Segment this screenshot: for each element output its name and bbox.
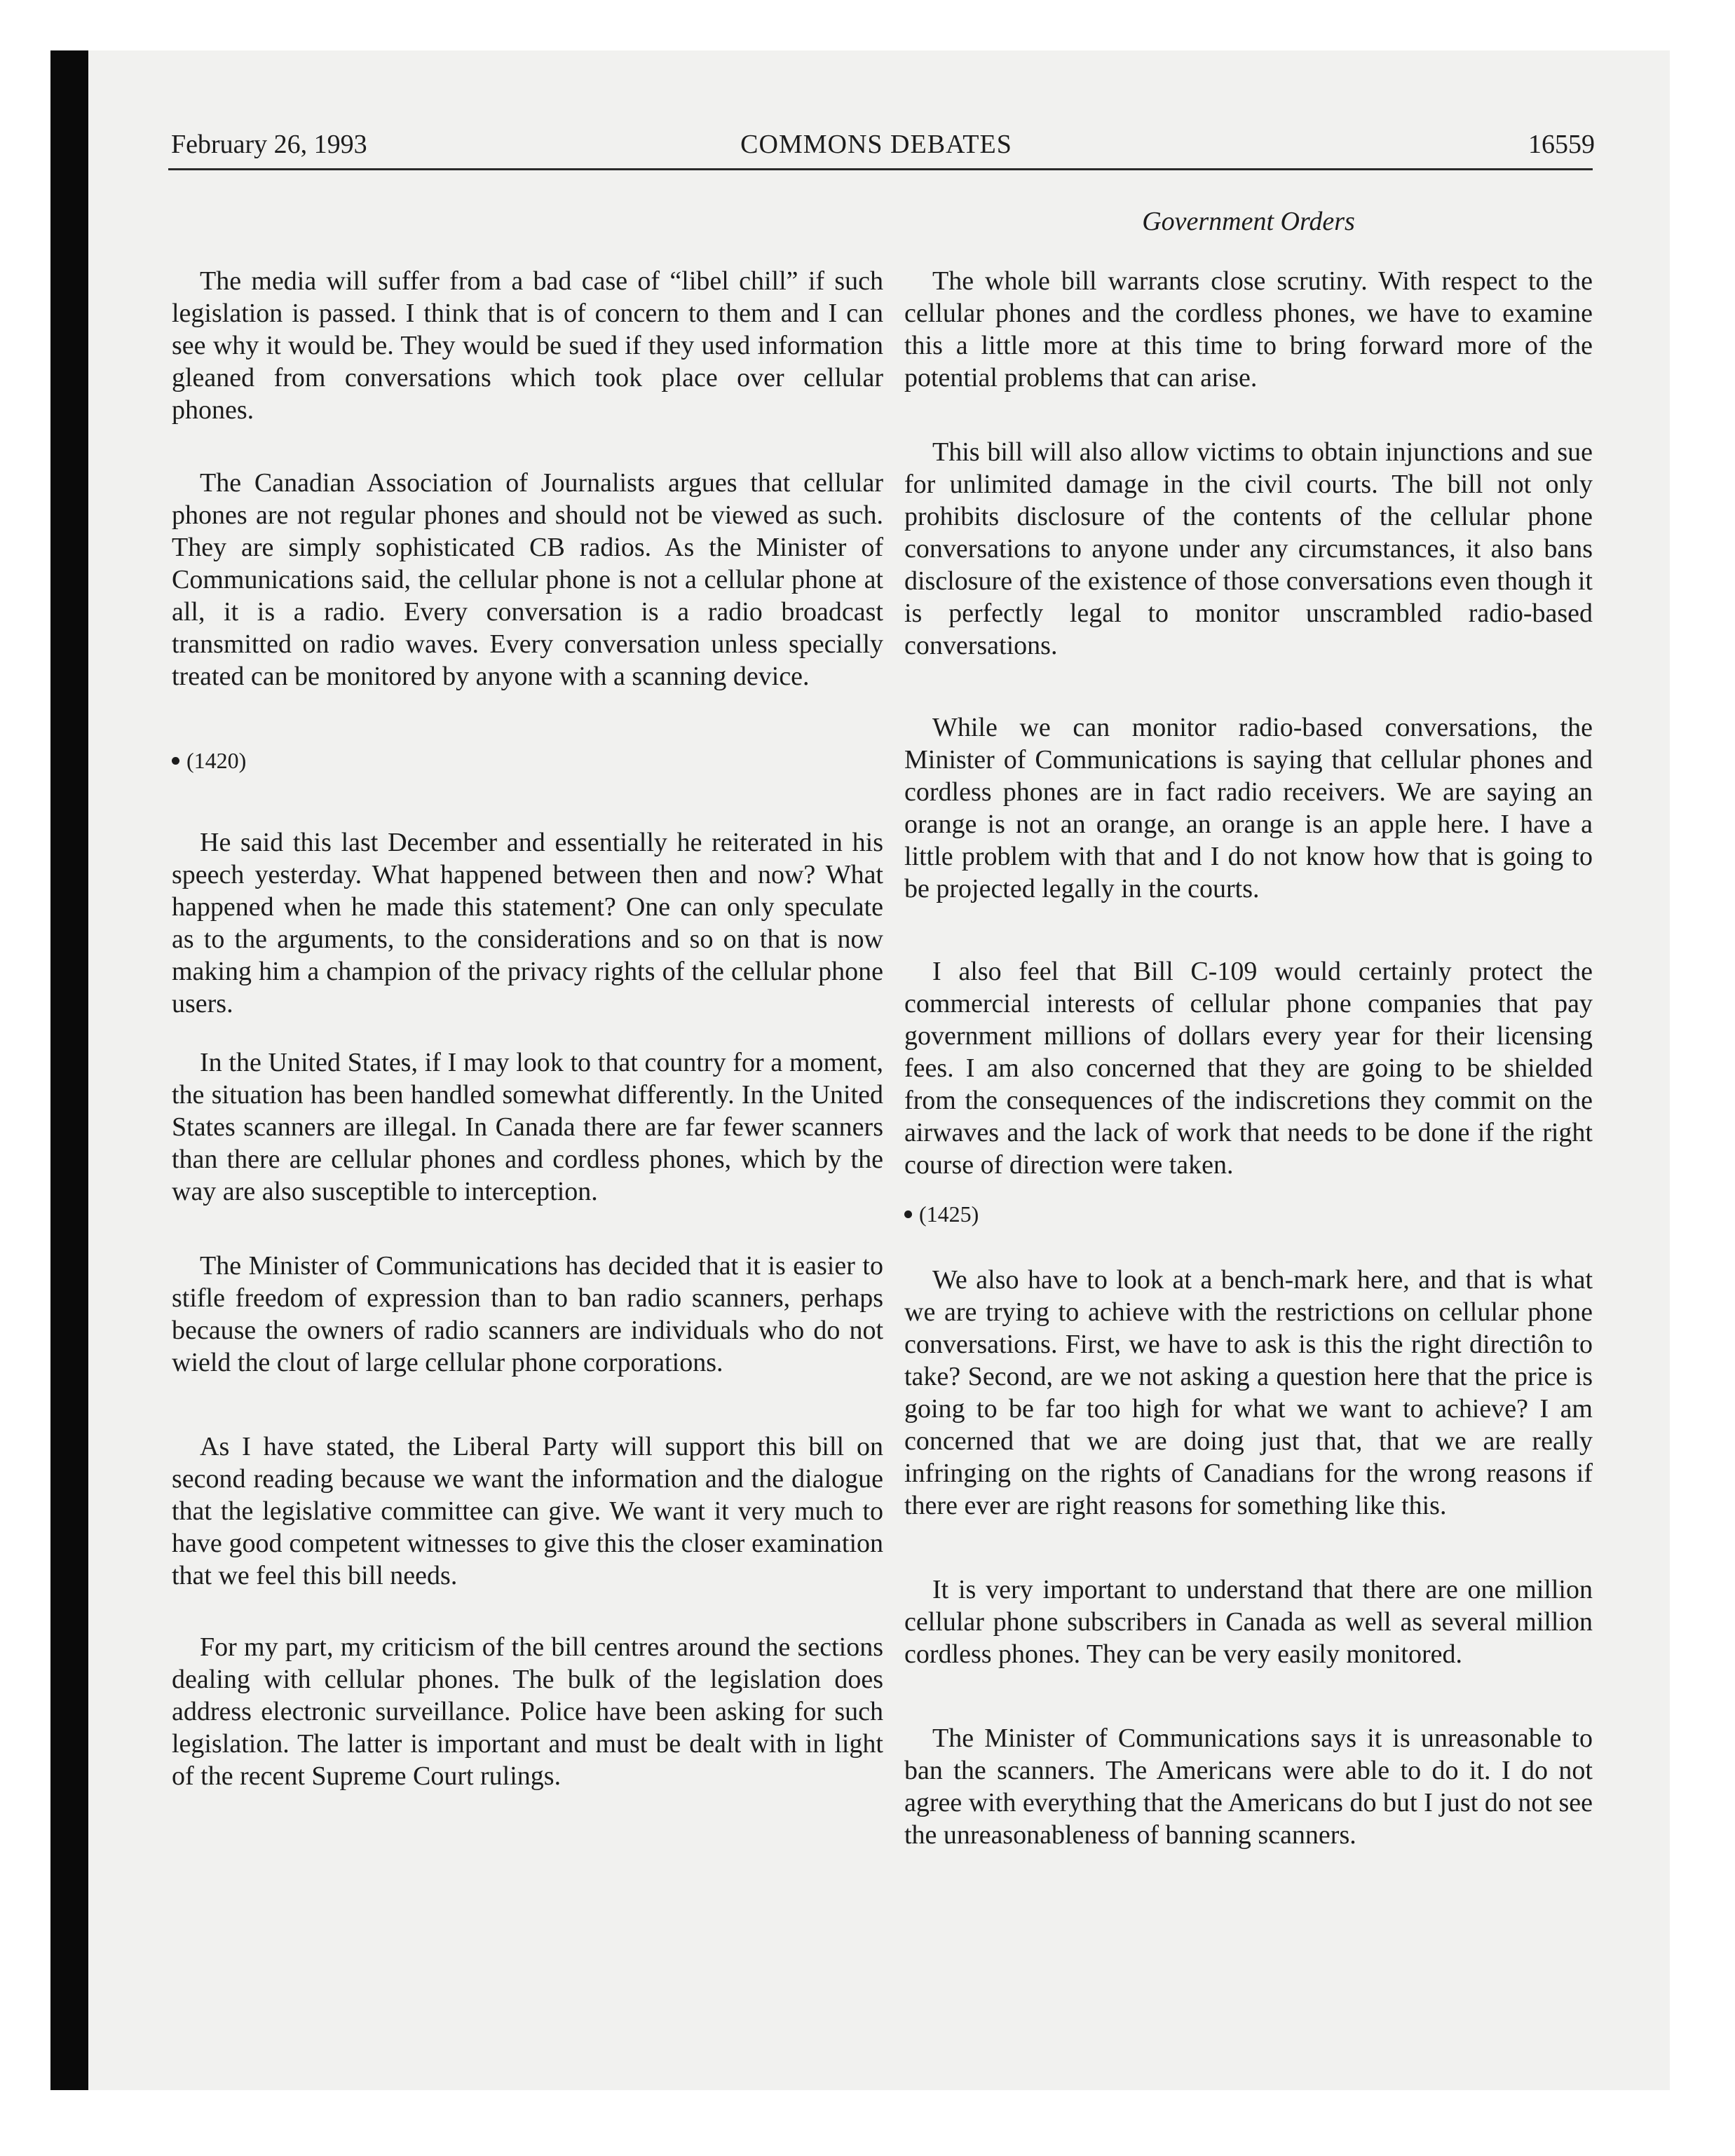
bullet-icon [904, 1210, 912, 1218]
right-time-marker [904, 1198, 1593, 1230]
right-column [904, 265, 1593, 1851]
right-paragraph-6: It is very important to understand that there are one million cellular phone subscribers in Canada as well as several million cordless phones. They can be very easily monitored. [904, 1575, 1593, 1669]
right-paragraph-5: We also have to look at a bench-mark here, and that is what we are trying to achieve with the restrictions on cellular phone conversations. First, we have to ask is this the right directiôn to take? Second, are we not asking a question here that the price is going to be far too high for what we want to achieve? I am concerned that we are doing just that, that we are really infringing on the rights of Canadians for the wrong reasons if there ever are right reasons for something like this. [904, 1265, 1593, 1520]
right-paragraph-4: I also feel that Bill C-109 would certainly protect the commercial interests of cellular phone companies that pay government millions of dollars every year for their licensing fees. I am also concerned that they are going to be shielded from the consequences of the indiscretions they commit on the airwaves and the lack of work that needs to be done if the right course of direction were taken. [904, 957, 1593, 1180]
header-date: February 26, 1993 [171, 130, 367, 159]
time-marker-text: (1420) [186, 748, 247, 773]
left-paragraph-5: The Minister of Communications has decided that it is easier to stifle freedom of expression than to ban radio scanners, perhaps because the owners of radio scanners are individuals who do not wield the clout of large cellular phone corporations. [172, 1251, 883, 1377]
left-paragraph-3: He said this last December and essentially he reiterated in his speech yesterday. What happened between then and now? What happened when he made this statement? One can only speculate as to the arguments, to the considerations and so on that is now making him a champion of the privacy rights of the cellular phone users. [172, 828, 883, 1018]
left-paragraph-6: As I have stated, the Liberal Party will support this bill on second reading because we want the information and the dialogue that the legislative committee can give. We want it very much to have good competent witnesses to give this the closer examination that we feel this bill needs. [172, 1432, 883, 1590]
left-column [172, 265, 883, 1792]
left-time-marker [172, 744, 883, 777]
right-paragraph-2: This bill will also allow victims to obtain injunctions and sue for unlimited damage in the civil courts. The bill not only prohibits disclosure of the contents of the cellular phone conversations to anyone under any circumstances, it also bans disclosure of the existence of those conversations even though it is perfectly legal to monitor unscrambled radio-based conversations. [904, 437, 1593, 660]
header-page-number: 16559 [1528, 130, 1595, 159]
left-paragraph-4: In the United States, if I may look to that country for a moment, the situation has been handled somewhat differently. In the United States scanners are illegal. In Canada there are far fewer scanners than there are cellular phones and cordless phones, which by the way are also susceptible to interception. [172, 1048, 883, 1206]
left-paragraph-1: The media will suffer from a bad case of “libel chill” if such legislation is passed. I think that is of concern to them and I can see why it would be. They would be sued if they used information gleaned from conversations which took place over cellular phones. [172, 266, 883, 425]
right-paragraph-1: The whole bill warrants close scrutiny. With respect to the cellular phones and the cordless phones, we have to examine this a little more at this time to bring forward more of the potential problems that can arise. [904, 266, 1593, 393]
header-title: COMMONS DEBATES [740, 130, 1012, 159]
section-title: Government Orders [1142, 207, 1355, 236]
left-paragraph-7: For my part, my criticism of the bill centres around the sections dealing with cellular phones. The bulk of the legislation does address electronic surveillance. Police have been asking for such legislation. The latter is important and must be dealt with in light of the recent Supreme Court rulings. [172, 1632, 883, 1791]
right-paragraph-7: The Minister of Communications says it is unreasonable to ban the scanners. The Americans were able to do it. I do not agree with everything that the Americans do but I just do not see the unreasonableness of banning scanners. [904, 1724, 1593, 1850]
left-paragraph-2: The Canadian Association of Journalists argues that cellular phones are not regular phones and should not be viewed as such. They are simply sophisticated CB radios. As the Minister of Communications said, the cellular phone is not a cellular phone at all, it is a radio. Every conversation is a radio broadcast transmitted on radio waves. Every conversation unless specially treated can be monitored by anyone with a scanning device. [172, 468, 883, 691]
time-marker-text: (1425) [919, 1201, 979, 1227]
scan-binding-edge [50, 50, 88, 2090]
header-rule [168, 168, 1593, 170]
right-paragraph-3: While we can monitor radio-based conversations, the Minister of Communications is saying that cellular phones and cordless phones are in fact radio receivers. We are saying an orange is not an orange, an orange is an apple here. I have a little problem with that and I do not know how that is going to be projected legally in the courts. [904, 713, 1593, 903]
bullet-icon [172, 757, 179, 765]
